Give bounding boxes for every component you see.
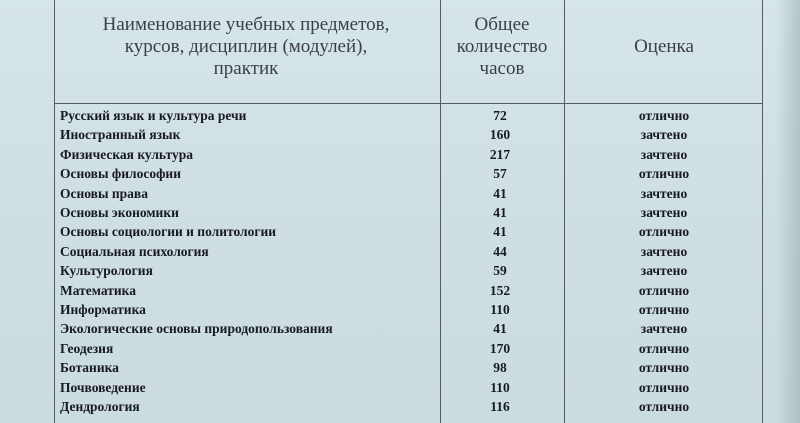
table-row — [54, 300, 762, 319]
table-row — [54, 222, 762, 241]
table-row — [54, 281, 762, 300]
subject-hours: 72 — [493, 108, 507, 123]
table-row — [54, 125, 762, 144]
subject-name: Основы права — [60, 185, 148, 201]
header-hours: Общее количество часов — [456, 14, 548, 79]
subject-hours: 98 — [493, 360, 507, 376]
subject-grade: зачтено — [640, 243, 688, 259]
subject-grade: отлично — [638, 108, 690, 123]
table-row — [54, 164, 762, 183]
page-edge-shadow — [776, 0, 800, 423]
subject-name: Экологические основы природопользования — [60, 321, 333, 337]
subject-hours: 152 — [489, 282, 511, 298]
header-grade: Оценка — [634, 36, 694, 57]
subject-grade: отлично — [638, 224, 690, 240]
subject-name: Русский язык и культура речи — [60, 108, 247, 123]
subject-grade: отлично — [638, 340, 690, 356]
subject-name: Социальная психология — [60, 243, 209, 259]
subject-grade: зачтено — [640, 321, 688, 337]
subject-grade: зачтено — [640, 205, 688, 220]
subject-grade: зачтено — [640, 185, 688, 201]
subject-name: Дендрология — [60, 399, 140, 414]
subject-hours: 116 — [490, 399, 510, 414]
subject-hours: 41 — [493, 205, 507, 220]
header-divider — [54, 103, 762, 104]
subject-name: Основы социологии и политологии — [60, 224, 277, 240]
subject-name: Иностранный язык — [60, 127, 181, 143]
subject-grade: зачтено — [640, 263, 688, 279]
subject-hours: 217 — [489, 146, 511, 162]
subject-name: Геодезия — [60, 340, 114, 356]
table-row — [54, 242, 762, 261]
subject-grade: зачтено — [640, 127, 688, 143]
subject-name: Культурология — [60, 263, 153, 279]
table-row — [54, 358, 762, 377]
table-row — [54, 339, 762, 358]
subject-grade: отлично — [638, 399, 690, 414]
header-subjects: Наименование учебных предметов, курсов, дисциплин (модулей), практик — [102, 14, 390, 79]
subject-hours: 41 — [493, 321, 507, 337]
subject-name: Основы философии — [60, 166, 181, 182]
subject-grade: отлично — [638, 302, 690, 317]
subject-grade: отлично — [638, 282, 690, 298]
subject-name: Ботаника — [60, 360, 119, 376]
table-row — [54, 145, 762, 164]
table-row — [54, 397, 762, 416]
table-row — [54, 184, 762, 203]
subject-hours: 110 — [490, 379, 510, 395]
subject-name: Информатика — [60, 302, 146, 317]
table-row — [54, 106, 762, 125]
subject-name: Математика — [60, 282, 137, 298]
subject-name: Основы экономики — [60, 205, 179, 220]
subject-hours: 57 — [493, 166, 507, 182]
subject-hours: 41 — [493, 185, 507, 201]
table-row — [54, 378, 762, 397]
table-border-right — [762, 0, 763, 423]
subject-hours: 160 — [489, 127, 511, 143]
subject-name: Почвоведение — [60, 379, 146, 395]
subject-hours: 110 — [490, 302, 510, 317]
subject-grade: отлично — [638, 360, 690, 376]
subject-hours: 44 — [493, 243, 507, 259]
subject-hours: 59 — [493, 263, 507, 279]
subject-grade: зачтено — [640, 146, 688, 162]
table-row — [54, 261, 762, 280]
subject-grade: отлично — [638, 379, 690, 395]
subject-grade: отлично — [638, 166, 690, 182]
subject-hours: 170 — [489, 340, 511, 356]
table-row — [54, 319, 762, 338]
subject-name: Физическая культура — [60, 146, 194, 162]
subject-hours: 41 — [493, 224, 507, 240]
table-row — [54, 203, 762, 222]
